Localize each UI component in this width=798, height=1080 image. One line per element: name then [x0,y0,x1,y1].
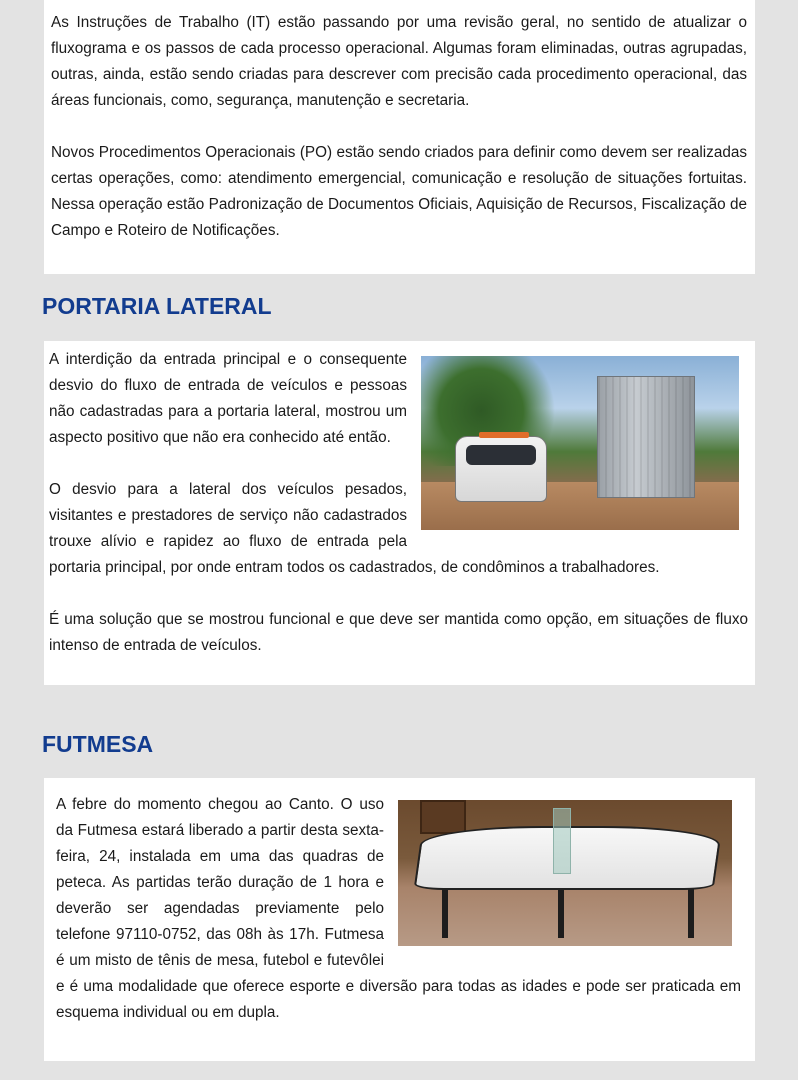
portaria-title: PORTARIA LATERAL [42,293,272,319]
photo-window [420,800,466,834]
intro-paragraph-1: As Instruções de Trabalho (IT) estão passando por uma revisão geral, no sentido de atualizar o fluxograma e os passos de cada processo operacional. Algumas foram eliminadas, outras agrupadas, outras, ainda, estão sendo criadas para descrever com precisão cada procedimento operacional, das áreas funcionais, como, segurança, manutenção e secretaria. [51,14,747,109]
photo-table-leg [558,882,564,938]
portaria-paragraph-3: É uma solução que se mostrou funcional e que deve ser mantida como opção, em situações de fluxo intenso de entrada de veículos. [49,611,748,654]
portaria-paragraph-1: A interdição da entrada principal e o consequente desvio do fluxo de entrada de veículos e pessoas não cadastradas para a portaria lateral, mostrou um aspecto positivo que não era conhecido até então. [49,351,407,446]
photo-table-leg [688,882,694,938]
futmesa-photo [398,800,732,946]
futmesa-title: FUTMESA [42,731,154,757]
photo-table-net [553,808,571,874]
futmesa-box [44,778,755,1061]
intro-paragraph-2: Novos Procedimentos Operacionais (PO) estão sendo criados para definir como devem ser realizadas certas operações, como: atendimento emergencial, comunicação e resolução de situações fortuitas. Nessa operação estão Padronização de Documentos Oficiais, Aquisição de Recursos, Fiscalização de Campo e Roteiro de Notificações. [51,144,747,239]
portaria-box [44,341,755,685]
portaria-photo [421,356,739,530]
photo-table-leg [442,882,448,938]
photo-container-cabin [597,376,695,498]
photo-car [455,436,547,502]
futmesa-paragraph-1: A febre do momento chegou ao Canto. O uso da Futmesa estará liberado a partir desta sexta-feira, 24, instalada em uma das quadras de peteca. As partidas terão duração de 1 hora e deverão ser agendadas previamente pelo telefone 97110-0752, das 08h às 17h. Futmesa é um misto de tênis de mesa, futebol e futevôlei e é uma modalidade que oferece esporte e diversão para todas as idades e pode ser praticada em esquema individual ou em dupla. [56,796,741,1021]
intro-box [44,0,755,274]
photo-car-lightbar [479,432,529,438]
portaria-paragraph-2: O desvio para a lateral dos veículos pesados, visitantes e prestadores de serviço não cadastrados trouxe alívio e rapidez ao fluxo de entrada pela portaria principal, por onde entram todos os cadastrados, de condôminos a trabalhadores. [49,481,660,576]
